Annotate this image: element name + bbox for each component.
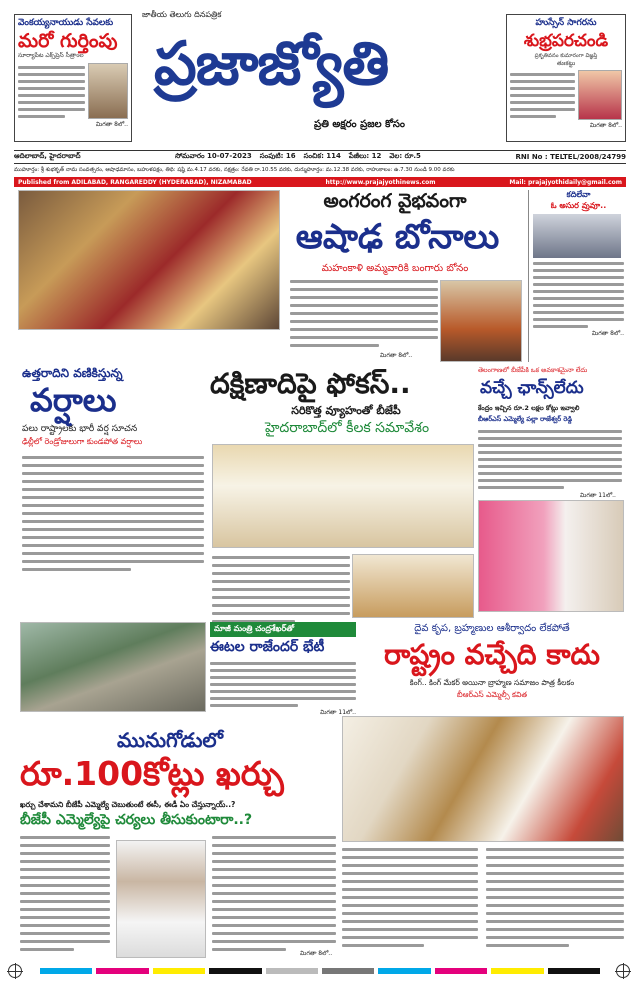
- publisher-bar: [14, 177, 626, 187]
- munugode-body-col2: [212, 836, 336, 951]
- bonalu-headline: ఆషాఢ బోనాలు: [295, 217, 500, 257]
- left-ear-headline: మరో గుర్తింపు: [18, 30, 118, 52]
- right-ear-sub: ప్రకృతివనం కుమారంగా విజ్ఞప్తి: [534, 53, 598, 59]
- rains-sub2: ఢిల్లీలో రెండ్రోజులుగా కుండపోత వర్షాలు: [22, 437, 143, 446]
- color-strip-bottom: [40, 968, 600, 974]
- publisher-places: Published from ADILABAD, RANGAREDDY (HYDERABAD), NIZAMABAD: [18, 178, 252, 186]
- tagline: జాతీయ తెలుగు దినపత్రిక: [142, 10, 222, 19]
- dateline-bar: [14, 150, 626, 164]
- rajender-kicker: మాజీ మంత్రి చంద్రశేఖర్‌తో: [210, 622, 356, 637]
- munugode-sub1: ఖర్చు చేశామని బీజేపీ ఎమ్మెల్యే చెబుతుంటే ఈసీ, ఈడీ ఏం చేస్తున్నాయ్..?: [20, 800, 236, 809]
- munugode-body-col1: [20, 836, 110, 951]
- rains-headline: వర్షాలు: [30, 381, 117, 419]
- kavitha-photo: [342, 716, 624, 842]
- chance-sub2: బీఆర్‌ఎస్ ఎమ్మెల్యే పల్లా రాజేశ్వర్ రెడ్డి: [478, 415, 573, 423]
- left-ear-sub: సూర్యాపేట ఎక్స్‌ప్రెస్ సీత్రాంల: [18, 52, 84, 59]
- dateline-date: సోమవారం 10-07-2023: [175, 152, 252, 160]
- dateline-rni: RNI No : TELTEL/2008/24799: [515, 153, 626, 161]
- ktr-photo: [116, 840, 206, 958]
- bonalu-main-photo: [18, 190, 280, 330]
- email-link[interactable]: Mail: prajajyothidaily@gmail.com: [509, 178, 622, 186]
- masthead-motto: ప్రతి అక్షరం ప్రజల కోసం: [314, 119, 405, 130]
- registration-strip: [0, 0, 640, 6]
- registration-mark-right: [616, 964, 630, 978]
- right-ear-kicker: హుస్సేన్ సాగరను: [535, 18, 597, 28]
- chance-body-text: [478, 430, 622, 489]
- bjp-leaders-photo: [352, 554, 474, 618]
- sidebar-photo: [533, 214, 621, 258]
- sidebar-kicker1: కదిలేవా: [566, 190, 591, 199]
- rains-flood-photo: [20, 622, 206, 712]
- kavitha-sub2: బీఆర్‌ఎస్ ఎమ్మెల్సీ కవిత: [456, 690, 528, 699]
- right-ear-sub2: తుఃకట్టు: [556, 60, 576, 67]
- chance-sub1: కేంద్రం ఇచ్చిన రూ.2 లక్షల కోట్లు ఇవ్వాలి: [478, 404, 580, 412]
- rains-sub1: పలు రాష్ట్రాలకు భారీ వర్ష సూచన: [22, 424, 138, 434]
- rajender-more: మిగతా 11లో..: [320, 709, 356, 716]
- chance-more: మిగతా 11లో..: [580, 492, 616, 499]
- dateline-volume: సంపుటి: 16: [259, 152, 296, 160]
- kavitha-body-col2: [486, 848, 624, 947]
- left-ear-more: మిగతా 8లో..: [95, 121, 128, 128]
- munugode-kicker: మునుగోడులో: [117, 728, 223, 752]
- munugode-more: మిగతా 8లో..: [300, 950, 333, 957]
- right-ear-more: మిగతా 8లో..: [589, 122, 622, 129]
- munugode-headline: రూ.100కోట్లు ఖర్చు: [20, 754, 284, 793]
- rains-body-text: [22, 456, 204, 571]
- sidebar-more: మిగతా 8లో..: [591, 330, 624, 337]
- south-headline: దక్షిణాదిపై ఫోకస్..: [210, 367, 411, 400]
- rajender-box: [210, 622, 356, 714]
- kavitha-headline: రాష్ట్రం వచ్చేది కాదు: [384, 638, 600, 671]
- bonalu-body-text: [290, 280, 438, 360]
- masthead-title: ప్రజాజ్యోతి: [154, 29, 389, 99]
- panchangam-line: ముహూర్తం: శ్రీ శుభకృత్ నామ సంవత్సరం, ఆషాఢమాసం, బహుళపక్షం, తిథి: షష్ఠి మ.4.17 వరకు, నక్షత్రం: రేవతి రా.10.55 వరకు, దుర్ముహూర్తం: మ.12.38 వరకు, రాహుకాలం: ఉ.7.30 నుండి 9.00 వరకు: [14, 167, 455, 173]
- sidebar-kicker2: ఓ అసుర వ్రువూ..: [550, 201, 607, 210]
- sidebar-top-box: [528, 190, 624, 362]
- rains-kicker: ఉత్తరాదిని వణికిస్తున్న: [22, 366, 123, 380]
- chance-headline: వచ్చే ఛాన్స్‌లేదు: [480, 378, 584, 398]
- dateline-issue: సంచిక: 114: [303, 152, 341, 160]
- website-link[interactable]: http://www.prajajyothinews.com: [325, 178, 436, 186]
- munugode-sub2: బీజేపీ ఎమ్మెల్యేపై చర్యలు తీసుకుంటారా..?: [20, 812, 253, 828]
- right-ear-headline: శుభ్రపరచండి: [523, 31, 609, 51]
- dateline-price: వెల: రూ.5: [389, 152, 421, 160]
- south-sub2: హైదరాబాద్‌లో కీలక సమావేశం: [264, 420, 430, 436]
- ear-photo-right: [578, 70, 622, 120]
- bonalu-kicker: అంగరంగ వైభవంగా: [323, 190, 467, 212]
- south-sub1: సరికొత్త వ్యూహంతో బీజేపీ: [291, 404, 401, 417]
- dateline-pages: పేజీలు: 12: [348, 152, 382, 160]
- masthead: [14, 8, 626, 148]
- kavitha-kicker: దైవ కృప, బ్రహ్మణుల ఆశీర్వాదం లేకపోతే: [414, 623, 570, 634]
- rajender-headline: ఈటల రాజేందర్ భేటీ: [210, 639, 325, 655]
- right-ear-box: [506, 14, 626, 142]
- venkaiah-photo: [88, 63, 128, 119]
- bonalu-sub: మహంకాళి అమ్మవారికి బంగారు బోనం: [321, 263, 469, 274]
- left-ear-kicker: వెంకయ్యనాయుడు సేవలకు: [18, 18, 114, 28]
- kavitha-sub1: కింగ్.. కింగ్ మేకర్ అయినా బ్రాహ్మణ సమాజం పాత్ర కీలకం: [409, 678, 575, 687]
- bonalu-more: మిగతా 8లో..: [380, 352, 413, 359]
- registration-mark-left: [8, 964, 22, 978]
- dateline-city: ఆదిలాబాద్, హైదరాబాద్: [14, 152, 81, 160]
- palla-photo: [478, 500, 624, 612]
- chance-kicker: తెలంగాణలో బీజేపీకి ఒక అవకాశమైనా లేదు: [478, 366, 588, 374]
- south-body-text: [212, 556, 350, 623]
- bonalu-side-photo: [440, 280, 522, 362]
- bjp-meeting-photo: [212, 444, 474, 548]
- left-ear-box: [14, 14, 132, 142]
- kavitha-body-col1: [342, 848, 478, 947]
